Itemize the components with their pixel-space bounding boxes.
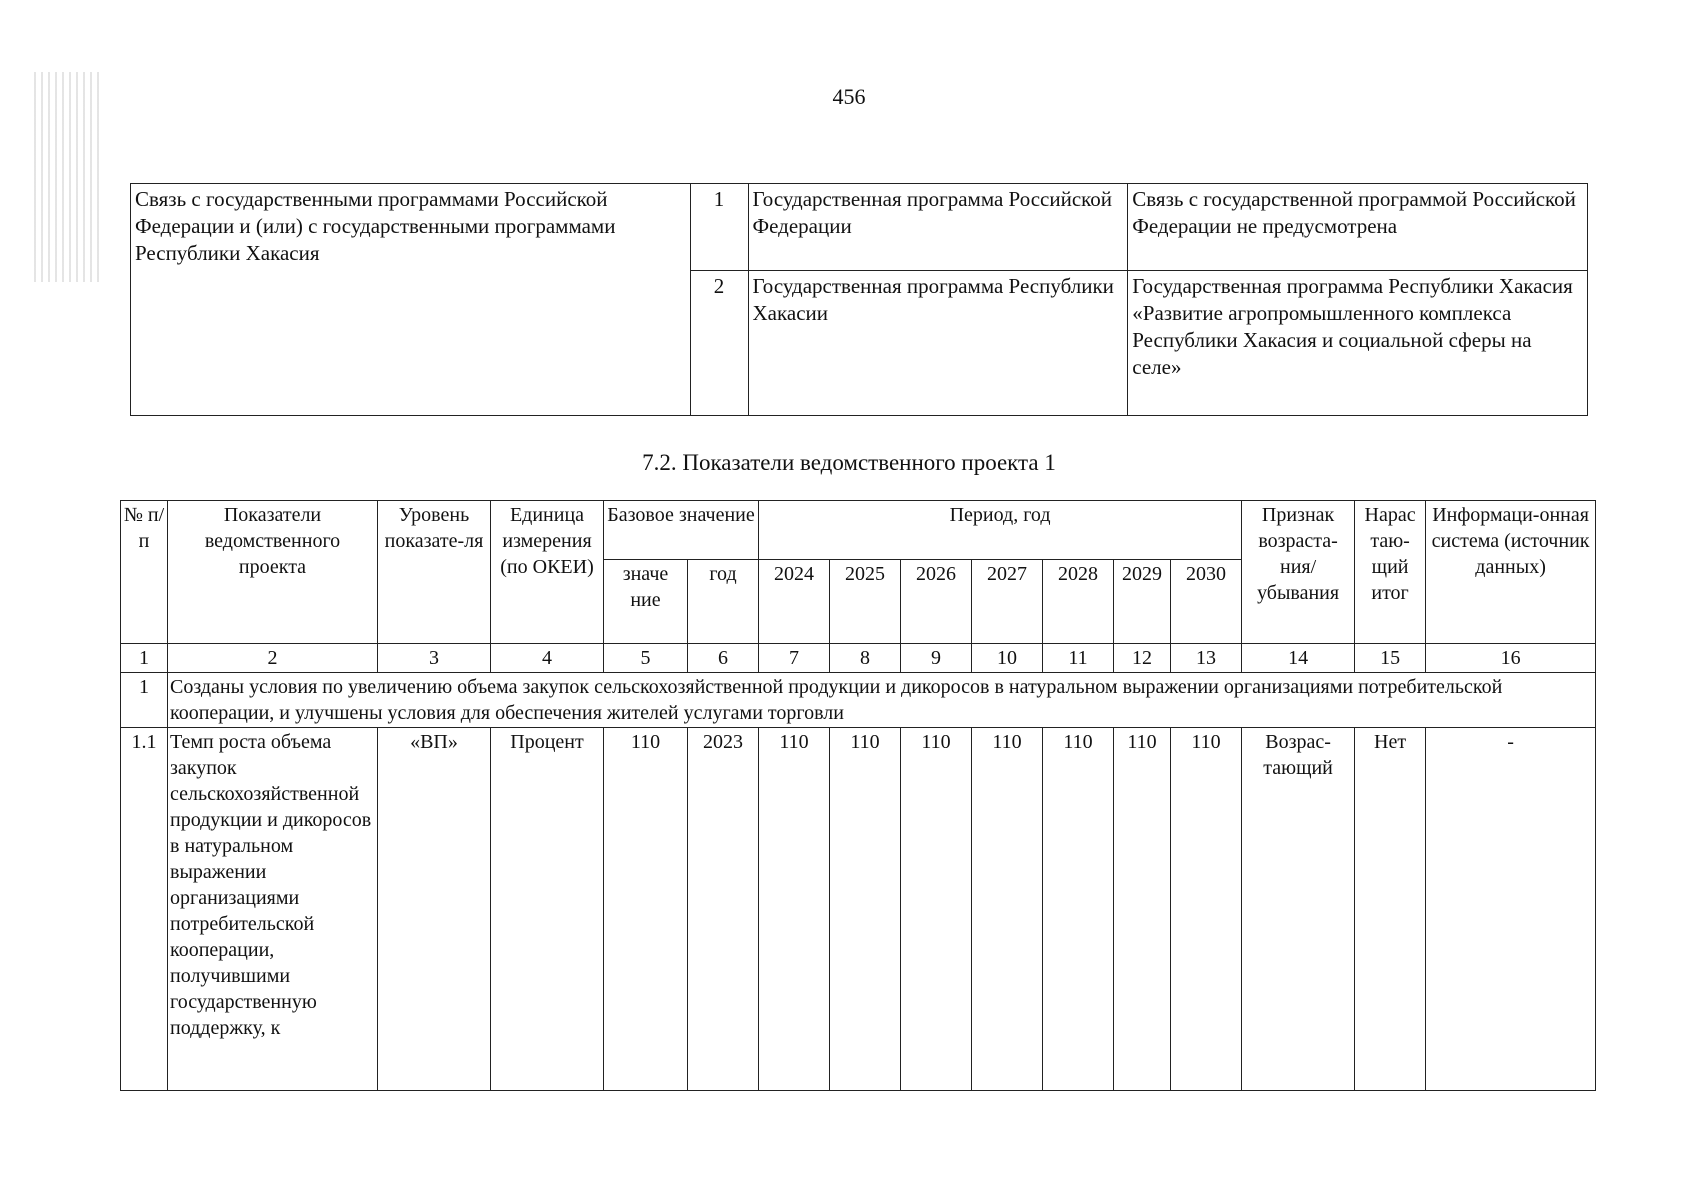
row-value-2029: 110 — [1114, 728, 1171, 1091]
header-year: 2027 — [972, 560, 1043, 644]
goal-text: Созданы условия по увеличению объема закупок сельскохозяйственной продукции и дикоросов в натуральном выражении организациями потребительской кооперации, и улучшены условия для обеспечения жителей услугами торговли — [168, 673, 1596, 728]
goal-row — [121, 673, 1596, 728]
indicators-table — [120, 500, 1596, 1091]
links-row-num: 2 — [690, 271, 748, 416]
column-number: 11 — [1043, 644, 1114, 673]
header-period: Период, год — [759, 501, 1242, 560]
row-base-year: 2023 — [688, 728, 759, 1091]
column-number: 4 — [491, 644, 604, 673]
programs-link-table — [130, 183, 1588, 416]
header-row — [121, 501, 1596, 560]
header-level: Уровень показате-ля — [378, 501, 491, 644]
column-number: 7 — [759, 644, 830, 673]
column-number: 9 — [901, 644, 972, 673]
links-label: Связь с государственными программами Российской Федерации и (или) с государственными программами Республики Хакасия — [131, 184, 691, 416]
column-number: 5 — [604, 644, 688, 673]
header-year: 2026 — [901, 560, 972, 644]
column-number: 6 — [688, 644, 759, 673]
row-value-2027: 110 — [972, 728, 1043, 1091]
header-year: 2030 — [1171, 560, 1242, 644]
column-number: 15 — [1355, 644, 1426, 673]
header-base-year: год — [688, 560, 759, 644]
row-value-2024: 110 — [759, 728, 830, 1091]
column-number: 1 — [121, 644, 168, 673]
column-number: 14 — [1242, 644, 1355, 673]
header-base-value: значе ние — [604, 560, 688, 644]
header-year: 2024 — [759, 560, 830, 644]
row-indicator: Темп роста объема закупок сельскохозяйственной продукции и дикоросов в натуральном выражении организациями потребительской кооперации, получившими государственную поддержку, к — [168, 728, 378, 1091]
row-value-2025: 110 — [830, 728, 901, 1091]
header-year: 2025 — [830, 560, 901, 644]
header-cumulative: Нарас таю-щий итог — [1355, 501, 1426, 644]
goal-num: 1 — [121, 673, 168, 728]
section-title: 7.2. Показатели ведомственного проекта 1 — [642, 450, 1056, 475]
row-unit: Процент — [491, 728, 604, 1091]
header-num: № п/п — [121, 501, 168, 644]
column-number-row — [121, 644, 1596, 673]
row-value-2028: 110 — [1043, 728, 1114, 1091]
column-number: 13 — [1171, 644, 1242, 673]
column-number: 3 — [378, 644, 491, 673]
column-number: 12 — [1114, 644, 1171, 673]
row-infosystem: - — [1426, 728, 1596, 1091]
row-sign: Возрас-тающий — [1242, 728, 1355, 1091]
table-row — [121, 728, 1596, 1091]
page-number: 456 — [832, 84, 866, 109]
links-row-num: 1 — [690, 184, 748, 271]
links-row-link: Связь с государственной программой Российской Федерации не предусмотрена — [1128, 184, 1588, 271]
column-number: 2 — [168, 644, 378, 673]
header-unit: Единица измерения (по ОКЕИ) — [491, 501, 604, 644]
row-level: «ВП» — [378, 728, 491, 1091]
header-year: 2029 — [1114, 560, 1171, 644]
column-number: 8 — [830, 644, 901, 673]
header-infosystem: Информаци-онная система (источник данных) — [1426, 501, 1596, 644]
column-number: 16 — [1426, 644, 1596, 673]
links-row-program: Государственная программа Республики Хакасии — [748, 271, 1128, 416]
row-cumulative: Нет — [1355, 728, 1426, 1091]
links-row-program: Государственная программа Российской Федерации — [748, 184, 1128, 271]
row-base-value: 110 — [604, 728, 688, 1091]
header-year: 2028 — [1043, 560, 1114, 644]
row-num: 1.1 — [121, 728, 168, 1091]
row-value-2030: 110 — [1171, 728, 1242, 1091]
header-indicator: Показатели ведомственного проекта — [168, 501, 378, 644]
column-number: 10 — [972, 644, 1043, 673]
header-sign: Признак возраста-ния/ убывания — [1242, 501, 1355, 644]
table-row — [131, 184, 1588, 271]
header-base: Базовое значение — [604, 501, 759, 560]
links-row-link: Государственная программа Республики Хакасия «Развитие агропромышленного комплекса Республики Хакасия и социальной сферы на селе» — [1128, 271, 1588, 416]
row-value-2026: 110 — [901, 728, 972, 1091]
